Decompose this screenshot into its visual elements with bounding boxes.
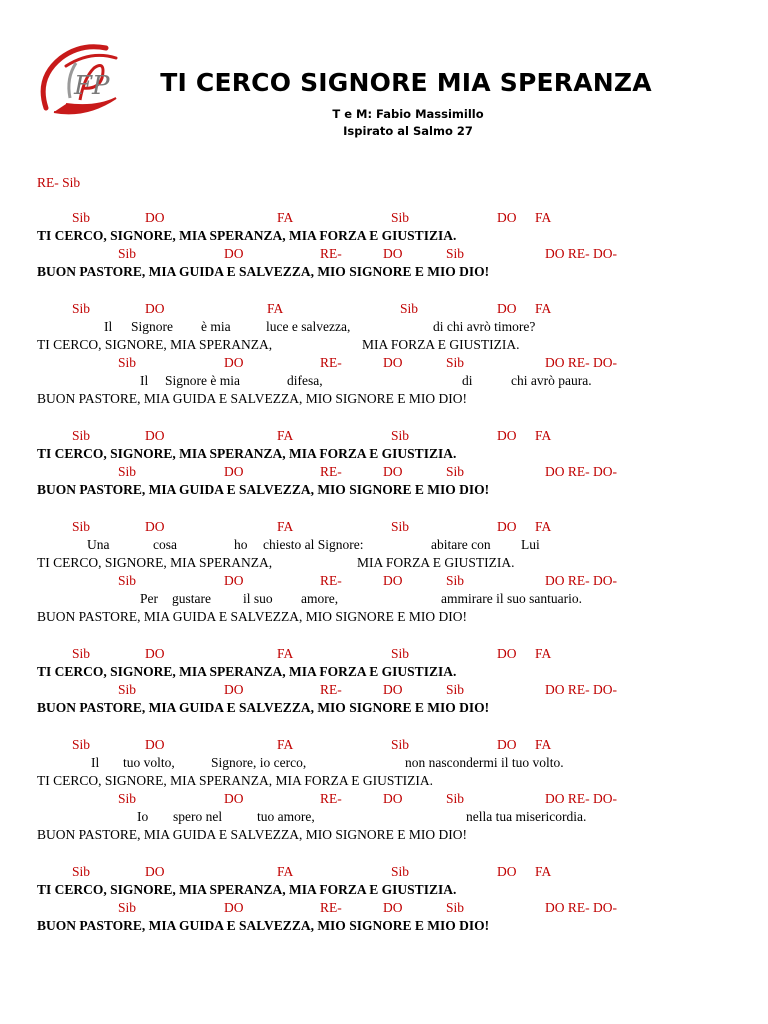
chord: Sib [400,301,419,316]
chord: Sib [72,646,91,661]
verse-word: Signore è mia [165,373,240,388]
chord: Sib [72,428,91,443]
chord: DO [145,646,165,661]
chord: RE- [320,682,342,697]
verse-word: Una [87,537,110,552]
verse-word: chi avrò paura. [511,373,592,388]
chord: DO [383,791,403,806]
refrain-line-2: BUON PASTORE, MIA GUIDA E SALVEZZA, MIO SIGNORE E MIO DIO! [37,827,468,842]
chord: FA [535,519,552,534]
chord: DO [224,791,244,806]
chord: DO [497,210,517,225]
refrain-line-2: BUON PASTORE, MIA GUIDA E SALVEZZA, MIO SIGNORE E MIO DIO! [37,918,490,933]
chord: Sib [446,246,465,261]
chord: DO RE- DO- [545,246,617,261]
verse-word: abitare con [431,537,491,552]
chord: Sib [118,464,137,479]
refrain-line-1: TI CERCO, SIGNORE, MIA SPERANZA, MIA FORZA E GIUSTIZIA. [37,664,457,679]
refrain-line-2: BUON PASTORE, MIA GUIDA E SALVEZZA, MIO SIGNORE E MIO DIO! [37,700,490,715]
verse-word: nella tua misericordia. [466,809,587,824]
chord: DO [145,519,165,534]
chord: DO RE- DO- [545,900,617,915]
intro-chords: RE- Sib [37,175,81,190]
chord: Sib [118,900,137,915]
verse-word: Lui [521,537,540,552]
chord: FA [535,646,552,661]
chord: DO [497,646,517,661]
chord: DO [224,246,244,261]
chord: FA [277,864,294,879]
refrain-line-1b: MIA FORZA E GIUSTIZIA. [362,337,520,352]
chord: DO [224,355,244,370]
chord: DO [145,428,165,443]
verse-word: tuo amore, [257,809,315,824]
chord: Sib [118,246,137,261]
chord: Sib [72,519,91,534]
chord: RE- [320,355,342,370]
chord: Sib [391,519,410,534]
verse-word: di chi avrò timore? [433,319,536,334]
chord: Sib [446,573,465,588]
chord: FA [535,210,552,225]
chord: DO RE- DO- [545,573,617,588]
chord: FA [277,737,294,752]
chord: DO [224,573,244,588]
chord: Sib [118,682,137,697]
chord: DO [497,301,517,316]
chord: FA [535,864,552,879]
chord: Sib [72,301,91,316]
verse-word: cosa [153,537,177,552]
page-title: TI CERCO SIGNORE MIA SPERANZA [160,68,652,97]
refrain-line-1: TI CERCO, SIGNORE, MIA SPERANZA, MIA FORZA E GIUSTIZIA. [37,773,434,788]
chord: DO [145,737,165,752]
chord: FA [277,210,294,225]
chord: Sib [118,791,137,806]
refrain-line-1b: MIA FORZA E GIUSTIZIA. [357,555,515,570]
verse-word: Il [91,755,100,770]
chord: Sib [446,791,465,806]
verse-word: luce e salvezza, [266,319,351,334]
verse-word: spero nel [173,809,223,824]
verse-word: il suo [243,591,273,606]
chord: Sib [446,355,465,370]
chord: RE- [320,900,342,915]
refrain-line-1: TI CERCO, SIGNORE, MIA SPERANZA, MIA FORZA E GIUSTIZIA. [37,228,457,243]
chord: Sib [391,737,410,752]
author-line: T e M: Fabio Massimillo [332,107,484,121]
chord: DO [383,682,403,697]
chord: Sib [118,355,137,370]
chord: DO [383,900,403,915]
chord: DO [145,301,165,316]
chord: FA [277,646,294,661]
verse-word: Il [140,373,149,388]
verse-word: difesa, [287,373,323,388]
chord: FA [535,737,552,752]
verse-word: Signore [131,319,173,334]
chord: RE- [320,246,342,261]
verse-word: Per [140,591,158,606]
chord: DO [383,573,403,588]
chord: Sib [391,646,410,661]
chord: DO [383,246,403,261]
chord: Sib [391,210,410,225]
verse-word: è mia [201,319,231,334]
verse-word: ammirare il suo santuario. [441,591,582,606]
chord: DO [497,737,517,752]
logo-monogram: FP [74,71,110,101]
verse-word: non nascondermi il tuo volto. [405,755,564,770]
chord: Sib [72,864,91,879]
chord: Sib [446,682,465,697]
chord: Sib [72,210,91,225]
verse-word: tuo volto, [123,755,175,770]
chord: Sib [446,900,465,915]
chord: RE- [320,464,342,479]
chord: DO [145,210,165,225]
chord: DO [224,900,244,915]
chord: DO RE- DO- [545,791,617,806]
verse-word: amore, [301,591,339,606]
refrain-line-2: BUON PASTORE, MIA GUIDA E SALVEZZA, MIO SIGNORE E MIO DIO! [37,482,490,497]
chord: FA [535,301,552,316]
inspiration-line: Ispirato al Salmo 27 [343,124,473,138]
verse-word: chiesto al Signore: [263,537,364,552]
chord: DO [224,464,244,479]
refrain-line-1: TI CERCO, SIGNORE, MIA SPERANZA, MIA FORZA E GIUSTIZIA. [37,882,457,897]
refrain-line-2: BUON PASTORE, MIA GUIDA E SALVEZZA, MIO SIGNORE E MIO DIO! [37,391,468,406]
chord: DO [497,428,517,443]
chord: Sib [118,573,137,588]
chord: Sib [391,428,410,443]
chord: Sib [446,464,465,479]
chord: DO [224,682,244,697]
verse-word: Il [104,319,113,334]
chord: DO [383,355,403,370]
chord: RE- [320,791,342,806]
verse-word: gustare [172,591,211,606]
verse-word: ho [234,537,248,552]
chord: DO RE- DO- [545,355,617,370]
refrain-line-1a: TI CERCO, SIGNORE, MIA SPERANZA, [37,337,273,352]
chord: DO [497,864,517,879]
chord: FA [277,428,294,443]
verse-word: di [462,373,473,388]
verse-word: Io [137,809,149,824]
chord: DO [383,464,403,479]
verse-word: Signore, io cerco, [211,755,307,770]
chord: FA [535,428,552,443]
chord: DO [145,864,165,879]
refrain-line-2: BUON PASTORE, MIA GUIDA E SALVEZZA, MIO SIGNORE E MIO DIO! [37,609,468,624]
chord: Sib [391,864,410,879]
refrain-line-2: BUON PASTORE, MIA GUIDA E SALVEZZA, MIO SIGNORE E MIO DIO! [37,264,490,279]
refrain-line-1a: TI CERCO, SIGNORE, MIA SPERANZA, [37,555,273,570]
chord: FA [267,301,284,316]
chord: Sib [72,737,91,752]
chord: DO [497,519,517,534]
chord: RE- [320,573,342,588]
chord: DO RE- DO- [545,464,617,479]
chord: FA [277,519,294,534]
refrain-line-1: TI CERCO, SIGNORE, MIA SPERANZA, MIA FORZA E GIUSTIZIA. [37,446,457,461]
chord: DO RE- DO- [545,682,617,697]
